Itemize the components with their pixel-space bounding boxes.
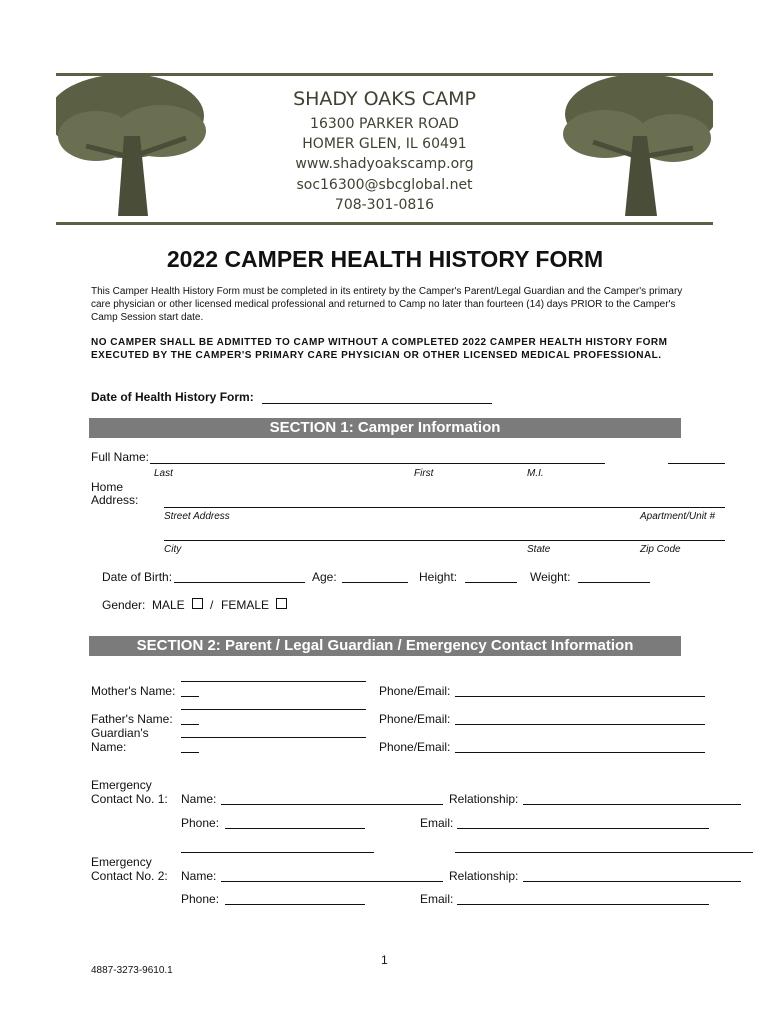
emergency1-phone-field[interactable] [225,828,365,829]
zip-label: Zip Code [640,544,681,555]
emergency-divider-line-right [455,852,753,853]
guardian-label-line2: Name: [91,740,127,754]
height-label: Height: [419,570,458,584]
apartment-label: Apartment/Unit # [640,511,716,522]
emergency1-relationship-label: Relationship: [449,792,519,806]
emergency1-label-line2: Contact No. 1: [91,792,168,806]
page-number: 1 [381,953,388,967]
emergency1-email-label: Email: [420,816,454,830]
guardian-name-field[interactable] [181,752,199,753]
camp-header-banner [56,73,713,225]
address-label: Address: [91,493,139,507]
city-label: City [164,544,182,555]
emergency2-relationship-label: Relationship: [449,869,519,883]
emergency2-name-label: Name: [181,869,217,883]
camp-website: www.shadyoakscamp.org [295,156,474,172]
document-code: 4887-3273-9610.1 [91,965,173,976]
emergency2-email-field[interactable] [457,904,709,905]
last-label: Last [154,468,173,479]
father-name-field[interactable] [181,724,199,725]
street-address-label: Street Address [164,511,230,522]
emergency-divider-line-left [181,852,374,853]
emergency2-label-line2: Contact No. 2: [91,869,168,883]
emergency2-name-field[interactable] [221,881,443,882]
emergency1-name-field[interactable] [221,804,443,805]
emergency2-relationship-field[interactable] [523,881,741,882]
mother-name-line-top [181,681,366,682]
gender-label: Gender: [102,598,146,612]
emergency1-label-line1: Emergency [91,778,152,792]
emergency1-phone-label: Phone: [181,816,220,830]
camp-name: SHADY OAKS CAMP [293,88,476,110]
father-name-label: Father's Name: [91,712,173,726]
father-name-line-top [181,709,366,710]
admission-warning: NO CAMPER SHALL BE ADMITTED TO CAMP WITHOUT A COMPLETED 2022 CAMPER HEALTH HISTORY FORM EXECUTED BY THE CAMPER'S PRIMARY CARE PHYSICIAN OR OTHER LICENSED MEDICAL PROFESSIONAL. [91,337,668,361]
father-phone-label: Phone/Email: [379,712,451,726]
home-label: Home [91,480,124,494]
weight-label: Weight: [530,570,571,584]
guardian-phone-label: Phone/Email: [379,740,451,754]
guardian-label-line1: Guardian's [91,726,149,740]
dob-field[interactable] [174,582,305,583]
section2-header: SECTION 2: Parent / Legal Guardian / Emergency Contact Information [89,636,681,656]
full-name-field[interactable] [150,463,605,464]
mi-field[interactable] [668,463,725,464]
camp-phone: 708-301-0816 [334,197,435,213]
mother-phone-label: Phone/Email: [379,684,451,698]
intro-paragraph: This Camper Health History Form must be completed in its entirety by the Camper's Parent/Legal Guardian and the Camper's primary care physician or other licensed medical professional and returned to Camp no later than fourteen (14) days PRIOR to the Camper's Camp Session start date. [91,286,683,323]
male-checkbox[interactable] [192,598,203,609]
state-label: State [527,544,551,555]
form-title: 2022 CAMPER HEALTH HISTORY FORM [166,246,604,272]
emergency1-email-field[interactable] [457,828,709,829]
form-date-label: Date of Health History Form: [91,390,254,404]
mi-label: M.I. [527,468,544,479]
emergency2-phone-label: Phone: [181,892,220,906]
mother-phone-field[interactable] [455,696,705,697]
dob-label: Date of Birth: [102,570,173,584]
female-checkbox[interactable] [276,598,287,609]
camp-address-line2: HOMER GLEN, IL 60491 [302,136,467,152]
male-label: MALE [152,598,185,612]
mother-name-field[interactable] [181,696,199,697]
guardian-name-line-top [181,737,366,738]
street-address-field[interactable] [164,507,725,508]
emergency2-label-line1: Emergency [91,855,152,869]
section1-header: SECTION 1: Camper Information [89,418,681,438]
weight-field[interactable] [578,582,650,583]
form-date-field[interactable] [262,403,492,404]
camp-email: soc16300@sbcglobal.net [296,177,473,193]
emergency2-email-label: Email: [420,892,454,906]
emergency2-phone-field[interactable] [225,904,365,905]
camp-address-line1: 16300 PARKER ROAD [310,116,459,132]
guardian-phone-field[interactable] [455,752,705,753]
first-label: First [414,468,434,479]
age-label: Age: [312,570,337,584]
gender-separator: / [210,598,214,612]
father-phone-field[interactable] [455,724,705,725]
mother-name-label: Mother's Name: [91,684,176,698]
full-name-label: Full Name: [91,450,150,464]
city-state-zip-field[interactable] [164,540,725,541]
emergency1-name-label: Name: [181,792,217,806]
emergency1-relationship-field[interactable] [523,804,741,805]
age-field[interactable] [342,582,408,583]
female-label: FEMALE [221,598,270,612]
height-field[interactable] [465,582,517,583]
